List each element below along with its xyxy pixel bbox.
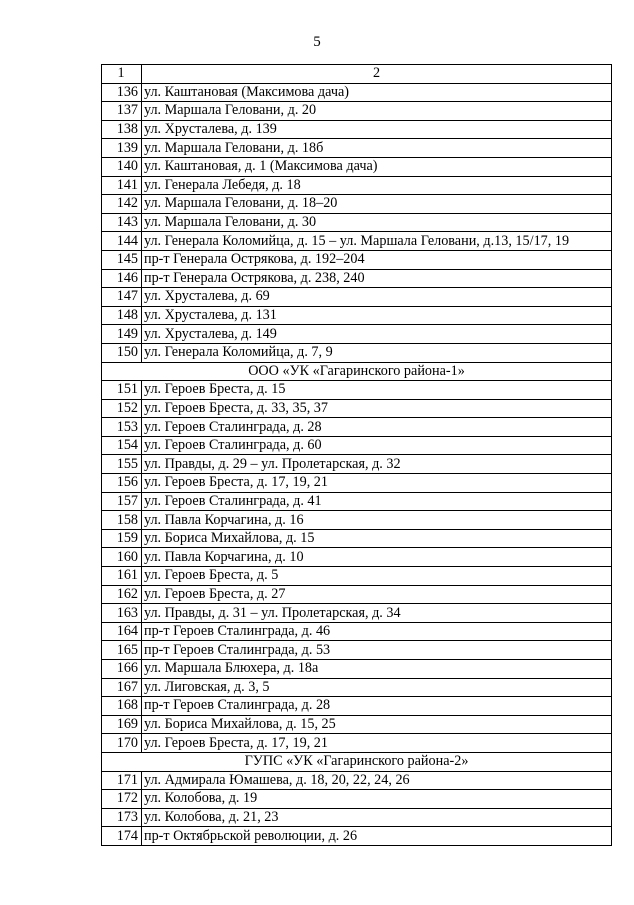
table-row bbox=[102, 102, 612, 121]
row-number: 156 bbox=[102, 474, 142, 493]
row-number: 170 bbox=[102, 734, 142, 753]
row-address: ул. Хрусталева, д. 69 bbox=[142, 288, 612, 307]
address-table bbox=[101, 64, 612, 846]
table-row bbox=[102, 790, 612, 809]
row-number: 137 bbox=[102, 102, 142, 121]
table-row bbox=[102, 120, 612, 139]
row-number: 159 bbox=[102, 529, 142, 548]
table-row bbox=[102, 697, 612, 716]
row-number: 161 bbox=[102, 567, 142, 586]
row-address: пр-т Октябрьской революции, д. 26 bbox=[142, 827, 612, 846]
row-number: 166 bbox=[102, 660, 142, 679]
row-address: ул. Героев Бреста, д. 17, 19, 21 bbox=[142, 734, 612, 753]
row-address: ул. Генерала Коломийца, д. 7, 9 bbox=[142, 343, 612, 362]
table-header-row bbox=[102, 65, 612, 84]
row-address: ул. Героев Сталинграда, д. 60 bbox=[142, 436, 612, 455]
row-address: ул. Лиговская, д. 3, 5 bbox=[142, 678, 612, 697]
row-address: ул. Каштановая (Максимова дача) bbox=[142, 83, 612, 102]
row-address: ул. Правды, д. 31 – ул. Пролетарская, д. 34 bbox=[142, 604, 612, 623]
table-row bbox=[102, 641, 612, 660]
row-number: 153 bbox=[102, 418, 142, 437]
table-row bbox=[102, 250, 612, 269]
row-number: 164 bbox=[102, 622, 142, 641]
row-address: ул. Генерала Лебедя, д. 18 bbox=[142, 176, 612, 195]
row-address: пр-т Героев Сталинграда, д. 53 bbox=[142, 641, 612, 660]
header-cell-address: 2 bbox=[142, 65, 612, 84]
row-address: ул. Хрусталева, д. 131 bbox=[142, 306, 612, 325]
row-address: ул. Каштановая, д. 1 (Максимова дача) bbox=[142, 157, 612, 176]
row-address: ул. Бориса Михайлова, д. 15, 25 bbox=[142, 715, 612, 734]
table-row bbox=[102, 455, 612, 474]
row-number: 169 bbox=[102, 715, 142, 734]
section-title: ООО «УК «Гагаринского района-1» bbox=[102, 362, 612, 381]
table-row bbox=[102, 660, 612, 679]
table-row bbox=[102, 176, 612, 195]
row-address: ул. Маршала Геловани, д. 18б bbox=[142, 139, 612, 158]
table-row bbox=[102, 827, 612, 846]
table-row bbox=[102, 288, 612, 307]
table-row bbox=[102, 381, 612, 400]
row-address: ул. Колобова, д. 19 bbox=[142, 790, 612, 809]
row-number: 139 bbox=[102, 139, 142, 158]
row-address: пр-т Генерала Острякова, д. 192–204 bbox=[142, 250, 612, 269]
row-address: пр-т Героев Сталинграда, д. 28 bbox=[142, 697, 612, 716]
table-row bbox=[102, 715, 612, 734]
table-row bbox=[102, 808, 612, 827]
row-address: ул. Хрусталева, д. 139 bbox=[142, 120, 612, 139]
table-row bbox=[102, 511, 612, 530]
row-number: 151 bbox=[102, 381, 142, 400]
row-address: ул. Маршала Геловани, д. 30 bbox=[142, 213, 612, 232]
row-address: ул. Колобова, д. 21, 23 bbox=[142, 808, 612, 827]
table-row bbox=[102, 567, 612, 586]
row-address: ул. Павла Корчагина, д. 10 bbox=[142, 548, 612, 567]
table-row bbox=[102, 474, 612, 493]
row-number: 174 bbox=[102, 827, 142, 846]
row-address: ул. Маршала Геловани, д. 18–20 bbox=[142, 195, 612, 214]
row-number: 146 bbox=[102, 269, 142, 288]
row-number: 171 bbox=[102, 771, 142, 790]
row-number: 144 bbox=[102, 232, 142, 251]
row-number: 142 bbox=[102, 195, 142, 214]
header-cell-number: 1 bbox=[102, 65, 142, 84]
table-row bbox=[102, 771, 612, 790]
table-row bbox=[102, 585, 612, 604]
table-row bbox=[102, 343, 612, 362]
row-address: ул. Героев Бреста, д. 17, 19, 21 bbox=[142, 474, 612, 493]
row-number: 154 bbox=[102, 436, 142, 455]
row-number: 143 bbox=[102, 213, 142, 232]
table-row bbox=[102, 269, 612, 288]
table-row bbox=[102, 436, 612, 455]
row-number: 160 bbox=[102, 548, 142, 567]
row-address: ул. Героев Бреста, д. 5 bbox=[142, 567, 612, 586]
section-header-row bbox=[102, 362, 612, 381]
row-address: ул. Маршала Геловани, д. 20 bbox=[142, 102, 612, 121]
table-row bbox=[102, 529, 612, 548]
row-number: 141 bbox=[102, 176, 142, 195]
table-row bbox=[102, 734, 612, 753]
row-number: 155 bbox=[102, 455, 142, 474]
row-address: ул. Героев Бреста, д. 15 bbox=[142, 381, 612, 400]
table-row bbox=[102, 678, 612, 697]
row-address: ул. Хрусталева, д. 149 bbox=[142, 325, 612, 344]
table-row bbox=[102, 325, 612, 344]
table-row bbox=[102, 622, 612, 641]
page-number: 5 bbox=[313, 34, 321, 50]
row-number: 168 bbox=[102, 697, 142, 716]
table-row bbox=[102, 83, 612, 102]
row-address: пр-т Генерала Острякова, д. 238, 240 bbox=[142, 269, 612, 288]
row-number: 148 bbox=[102, 306, 142, 325]
row-address: ул. Генерала Коломийца, д. 15 – ул. Маршала Геловани, д.13, 15/17, 19 bbox=[142, 232, 612, 251]
row-number: 158 bbox=[102, 511, 142, 530]
row-number: 136 bbox=[102, 83, 142, 102]
row-number: 165 bbox=[102, 641, 142, 660]
row-number: 147 bbox=[102, 288, 142, 307]
row-address: ул. Бориса Михайлова, д. 15 bbox=[142, 529, 612, 548]
row-number: 138 bbox=[102, 120, 142, 139]
table-row bbox=[102, 195, 612, 214]
table-row bbox=[102, 604, 612, 623]
row-address: ул. Правды, д. 29 – ул. Пролетарская, д. 32 bbox=[142, 455, 612, 474]
row-address: ул. Героев Сталинграда, д. 28 bbox=[142, 418, 612, 437]
row-address: пр-т Героев Сталинграда, д. 46 bbox=[142, 622, 612, 641]
row-number: 163 bbox=[102, 604, 142, 623]
table-body bbox=[102, 83, 612, 845]
table-row bbox=[102, 418, 612, 437]
row-number: 152 bbox=[102, 399, 142, 418]
table-row bbox=[102, 213, 612, 232]
row-number: 150 bbox=[102, 343, 142, 362]
row-address: ул. Героев Сталинграда, д. 41 bbox=[142, 492, 612, 511]
row-number: 140 bbox=[102, 157, 142, 176]
section-title: ГУПС «УК «Гагаринского района-2» bbox=[102, 752, 612, 771]
row-number: 149 bbox=[102, 325, 142, 344]
row-number: 173 bbox=[102, 808, 142, 827]
table-row bbox=[102, 157, 612, 176]
table-row bbox=[102, 492, 612, 511]
section-header-row bbox=[102, 752, 612, 771]
row-address: ул. Павла Корчагина, д. 16 bbox=[142, 511, 612, 530]
table-row bbox=[102, 306, 612, 325]
row-number: 172 bbox=[102, 790, 142, 809]
row-address: ул. Героев Бреста, д. 27 bbox=[142, 585, 612, 604]
row-number: 145 bbox=[102, 250, 142, 269]
row-address: ул. Маршала Блюхера, д. 18а bbox=[142, 660, 612, 679]
row-address: ул. Адмирала Юмашева, д. 18, 20, 22, 24, 26 bbox=[142, 771, 612, 790]
row-number: 162 bbox=[102, 585, 142, 604]
row-number: 157 bbox=[102, 492, 142, 511]
row-address: ул. Героев Бреста, д. 33, 35, 37 bbox=[142, 399, 612, 418]
table-row bbox=[102, 399, 612, 418]
table-row bbox=[102, 139, 612, 158]
table-row bbox=[102, 548, 612, 567]
table-row bbox=[102, 232, 612, 251]
row-number: 167 bbox=[102, 678, 142, 697]
